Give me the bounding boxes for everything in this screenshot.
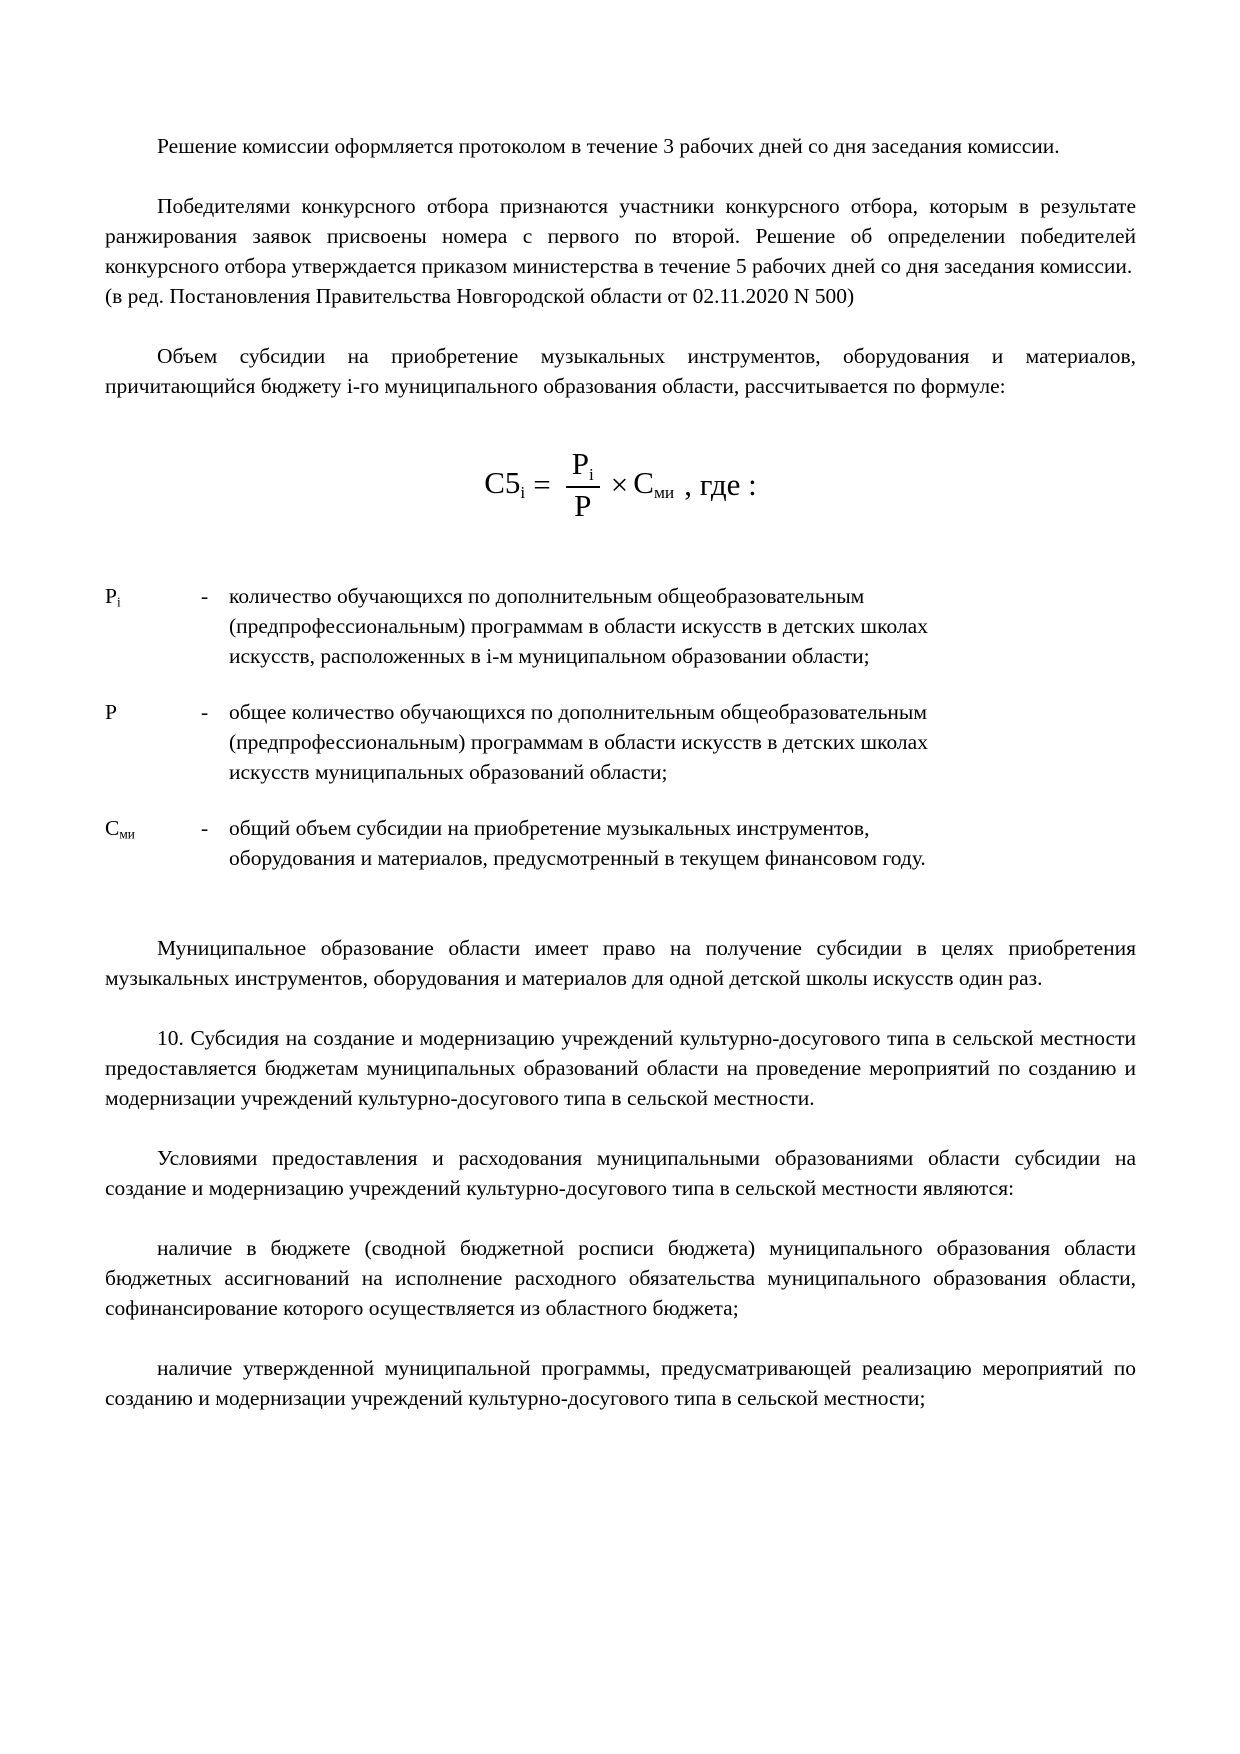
formula-lhs <box>484 464 526 503</box>
formula-block <box>105 447 1136 529</box>
paragraph-condition-program: наличие утвержденной муниципальной программы, предусматривающей реализацию мероприятий по созданию и модернизации учреждений культурно-досугового типа в сельской местности; <box>105 1356 1136 1410</box>
definition-symbol-cmi-base: С <box>105 816 120 840</box>
formula-numerator <box>566 448 600 486</box>
formula-factor-subscript: ми <box>653 483 675 503</box>
subsidy-formula <box>484 447 757 521</box>
formula-lhs-base: С5 <box>484 464 521 500</box>
amendment-reference: (в ред. Постановления Правительства Новгородской области от 02.11.2020 N 500) <box>105 284 855 308</box>
formula-multiply-sign: × <box>610 466 629 502</box>
paragraph-conditions-intro: Условиями предоставления и расходования муниципальными образованиями области субсидии на создание и модернизацию учреждений культурно-досугового типа в сельской местности являются: <box>105 1146 1136 1200</box>
definition-dash-pi: - <box>201 584 209 608</box>
definition-dash-p: - <box>201 700 209 724</box>
definition-dash-cmi: - <box>201 816 209 840</box>
paragraph-condition-budget: наличие в бюджете (сводной бюджетной росписи бюджета) муниципального образования области бюджетных ассигнований на исполнение расходного обязательства муниципального образования области, софинансирование которого осуществляется из областного бюджета; <box>105 1236 1136 1320</box>
definition-symbol-p <box>105 697 201 734</box>
paragraph-item-10: 10. Субсидия на создание и модернизацию учреждений культурно-досугового типа в сельской местности предоставляется бюджетам муниципальных образований области на проведение мероприятий по созданию и модернизации учреждений культурно-досугового типа в сельской местности. <box>105 1026 1136 1110</box>
definition-symbol-cmi <box>105 813 201 850</box>
formula-tail-label: , где : <box>684 466 757 502</box>
formula-lhs-subscript: i <box>520 483 526 503</box>
definition-row-cmi <box>105 813 1136 873</box>
formula-factor <box>633 464 675 503</box>
spacer <box>105 873 1136 933</box>
definition-text-p: общее количество обучающихся по дополнительным общеобразовательным (предпрофессиональным) программам в области искусств в детских школах искусств муниципальных образований области; <box>229 700 928 784</box>
definition-symbol-pi-base: P <box>105 584 117 608</box>
definition-symbol-cmi-subscript: ми <box>119 826 135 842</box>
definition-row-p <box>105 697 1136 787</box>
definition-text-pi: количество обучающихся по дополнительным общеобразовательным (предпрофессиональным) программам в области искусств в детских школах искусств, расположенных в i-м муниципальном образовании области; <box>229 584 928 668</box>
formula-denominator: P <box>574 487 592 523</box>
document-content <box>105 131 1136 1413</box>
formula-factor-base: С <box>633 464 654 500</box>
definition-list <box>105 581 1136 873</box>
paragraph-decision-protocol: Решение комиссии оформляется протоколом в течение 3 рабочих дней со дня заседания комиссии. <box>157 134 1060 158</box>
paragraph-subsidy-volume: Объем субсидии на приобретение музыкальных инструментов, оборудования и материалов, причитающийся бюджету i-го муниципального образования области, рассчитывается по формуле: <box>105 344 1136 398</box>
definition-symbol-pi <box>105 581 201 618</box>
formula-equals-sign: = <box>533 466 551 502</box>
paragraph-municipal-right: Муниципальное образование области имеет право на получение субсидии в целях приобретения музыкальных инструментов, оборудования и материалов для одной детской школы искусств один раз. <box>105 936 1136 990</box>
formula-numerator-base: P <box>571 446 589 481</box>
definition-row-pi <box>105 581 1136 671</box>
definition-symbol-p-base: P <box>105 700 117 724</box>
definition-text-cmi: общий объем субсидии на приобретение музыкальных инструментов, оборудования и материалов, предусмотренный в текущем финансовом году. <box>229 816 926 870</box>
definition-symbol-pi-subscript: i <box>116 594 121 610</box>
formula-fraction <box>566 448 600 522</box>
paragraph-winners: Победителями конкурсного отбора признаются участники конкурсного отбора, которым в результате ранжирования заявок присвоены номера с первого по второй. Решение об определении победителей конкурсного отбора утверждается приказом министерства в течение 5 рабочих дней со дня заседания комиссии. <box>105 194 1136 278</box>
formula-numerator-subscript: i <box>588 464 594 484</box>
